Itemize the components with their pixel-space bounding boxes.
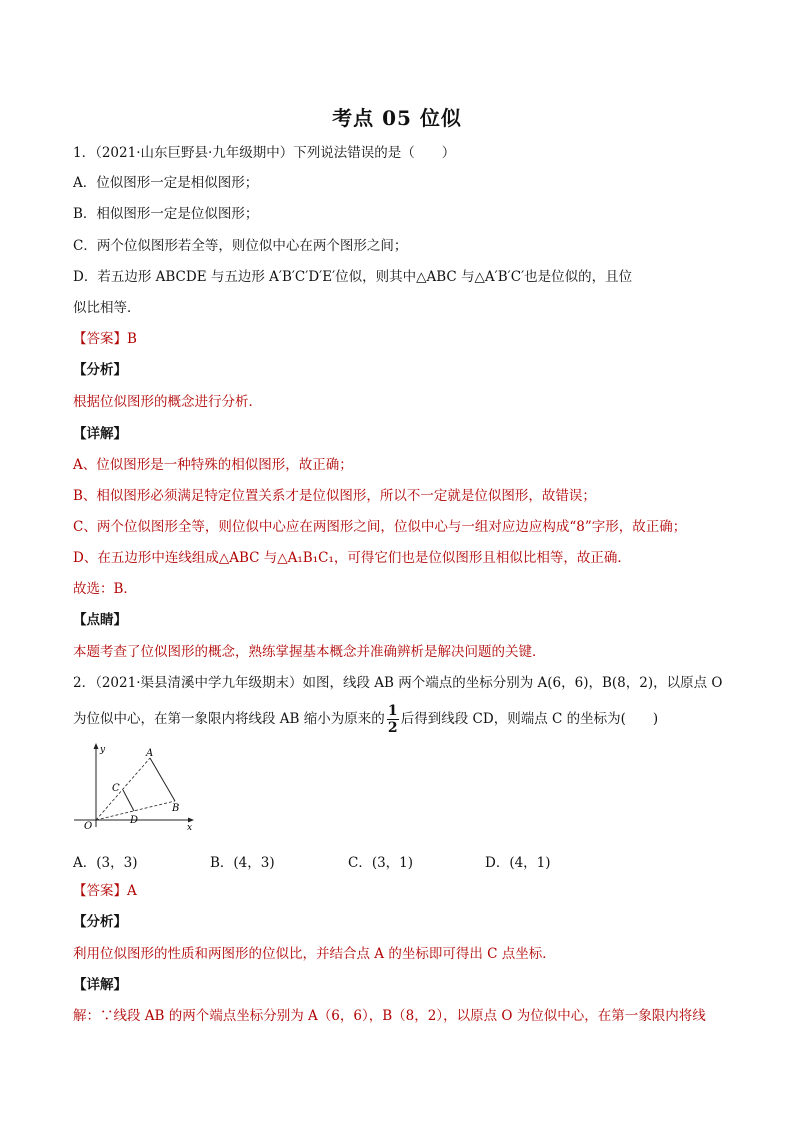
q1-detail-d: D、在五边形中连线组成△ABC 与△A₁B₁C₁，可得它们也是位似图形且相似比相等，故正确． xyxy=(73,550,631,566)
q1-detail-b: B、相似图形必须满足特定位置关系才是位似图形，所以不一定就是位似图形，故错误； xyxy=(73,488,596,504)
label-x: x xyxy=(187,823,193,833)
label-d: D xyxy=(130,815,139,826)
q1-option-c: C．两个位似图形若全等，则位似中心在两个图形之间； xyxy=(73,238,408,254)
label-y: y xyxy=(100,745,106,755)
q1-analysis-label: 【分析】 xyxy=(73,362,127,378)
q1-option-d-line2: 似比相等． xyxy=(73,300,141,316)
q2-figure xyxy=(68,743,198,833)
label-b: B xyxy=(172,803,180,814)
x-axis-arrow xyxy=(188,818,194,823)
q1-analysis: 根据位似图形的概念进行分析． xyxy=(73,394,262,410)
q2-stem-part2: 后得到线段 CD，则端点 C 的坐标为( ) xyxy=(400,711,659,727)
q1-option-b: B．相似图形一定是位似图形； xyxy=(73,206,259,222)
q2-option-c: C．(3，1) xyxy=(348,855,414,871)
fraction-numerator: 1 xyxy=(387,703,398,719)
q2-stem-part1: 为位似中心，在第一象限内将线段 AB 缩小为原来的 xyxy=(73,711,385,727)
q1-stem: 1．（2021·山东巨野县·九年级期中）下列说法错误的是（ ） xyxy=(73,145,456,161)
q2-analysis: 利用位似图形的性质和两图形的位似比，并结合点 A 的坐标即可得出 C 点坐标． xyxy=(73,946,556,962)
label-a: A xyxy=(146,748,154,759)
q1-detail-label: 【详解】 xyxy=(73,426,127,442)
q2-detail-label: 【详解】 xyxy=(73,977,127,993)
fraction-denominator: 2 xyxy=(387,720,398,736)
q2-analysis-label: 【分析】 xyxy=(73,914,127,930)
q2-option-b: B．(4，3) xyxy=(210,855,275,871)
label-c: C xyxy=(112,783,120,794)
q2-detail: 解：∵线段 AB 的两个端点坐标分别为 A（6，6），B（8，2），以原点 O 为位似中心，在第一象限内将线 xyxy=(73,1008,706,1024)
one-half-fraction xyxy=(387,704,399,735)
q2-stem-line2 xyxy=(73,704,658,735)
q1-option-a: A．位似图形一定是相似图形； xyxy=(73,175,259,191)
segment-cd xyxy=(123,790,134,811)
q1-answer: 【答案】B xyxy=(73,331,137,347)
segment-ab xyxy=(150,758,175,801)
q1-comment: 本题考查了位似图形的概念，熟练掌握基本概念并准确辨析是解决问题的关键． xyxy=(73,644,546,660)
y-axis-arrow xyxy=(94,743,99,749)
q2-option-d: D．(4，1) xyxy=(485,855,551,871)
q2-option-a: A．(3，3) xyxy=(73,855,138,871)
q1-comment-label: 【点睛】 xyxy=(73,612,127,628)
q2-stem-line1: 2．（2021·渠县清溪中学九年级期末）如图，线段 AB 两个端点的坐标分别为 A(6，6)，B(8，2)，以原点 O xyxy=(73,675,723,691)
q1-choice: 故选：B． xyxy=(73,581,137,597)
q1-detail-a: A、位似图形是一种特殊的相似图形，故正确； xyxy=(73,457,353,473)
q1-detail-c: C、两个位似图形全等，则位似中心应在两图形之间，位似中心与一组对应边应构成“8”字形，故正确； xyxy=(73,519,687,535)
ray-oa xyxy=(96,758,150,820)
q1-option-d-line1: D．若五边形 ABCDE 与五边形 A′B′C′D′E′位似，则其中△ABC 与△A′B′C′也是位似的，且位 xyxy=(73,269,633,285)
page-title: 考点 05 位似 xyxy=(332,106,462,130)
q2-answer: 【答案】A xyxy=(73,883,137,899)
label-o: O xyxy=(84,821,93,832)
